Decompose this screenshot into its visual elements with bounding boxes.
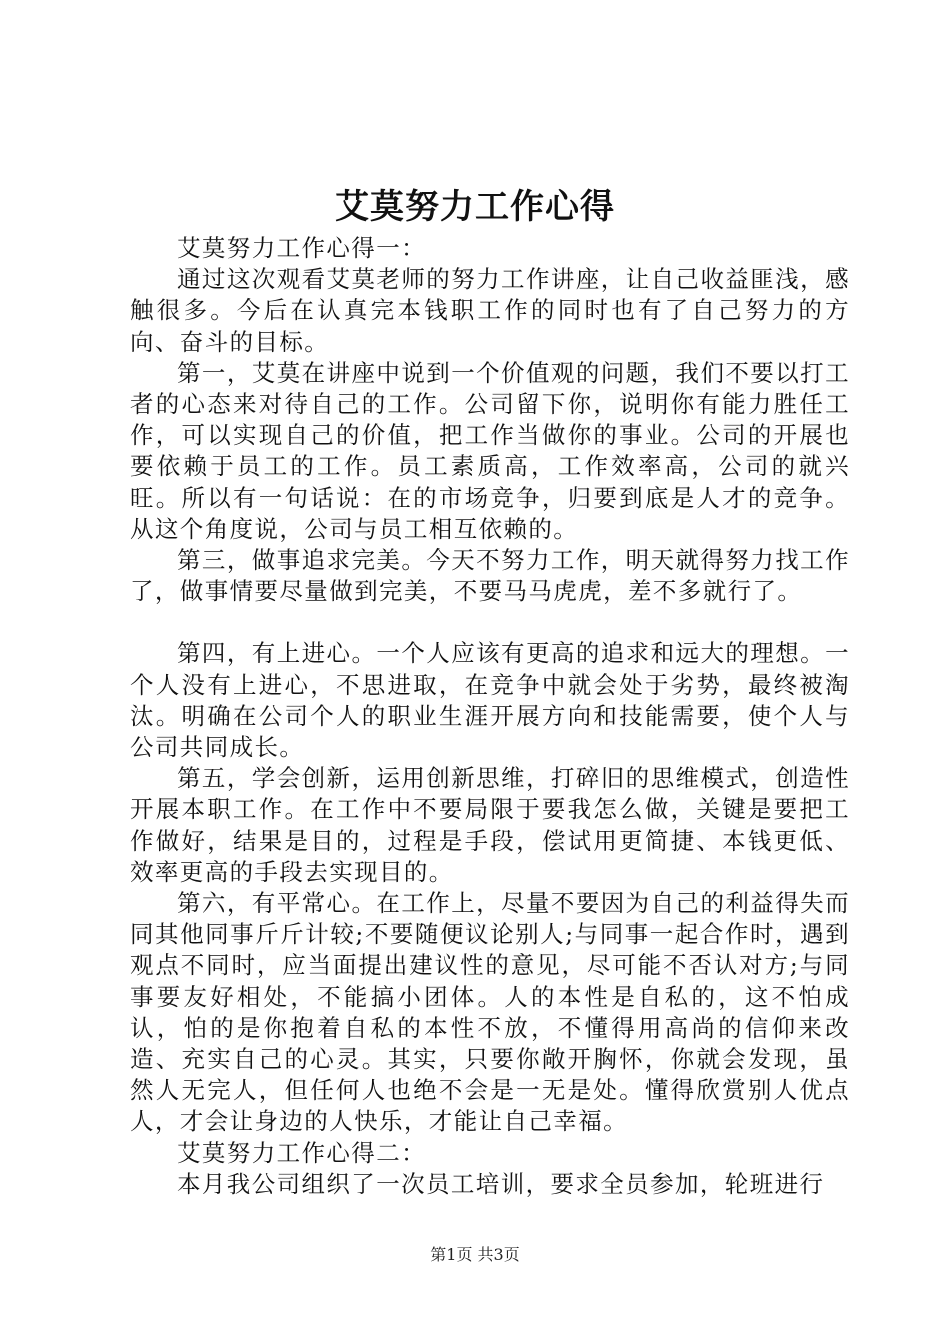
paragraph-sixth: 第六，有平常心。在工作上，尽量不要因为自己的利益得失而同其他同事斤斤计较;不要随便议论别人;与同事一起合作时，遇到观点不同时，应当面提出建议性的意见，尽可能不否认对方;与同事要友好相处，不能搞小团体。人的本性是自私的，这不怕成认，怕的是你抱着自私的本性不放，不懂得用高尚的信仰来改造、充实自己的心灵。其实，只要你敞开胸怀，你就会发现，虽然人无完人，但任何人也绝不会是一无是处。懂得欣赏别人优点人，才会让身边的人快乐，才能让自己幸福。 bbox=[130, 889, 850, 1136]
paragraph-fifth: 第五，学会创新，运用创新思维，打碎旧的思维模式，创造性开展本职工作。在工作中不要局限于要我怎么做，关键是要把工作做好，结果是目的，过程是手段，偿试用更简捷、本钱更低、效率更高的手段去实现目的。 bbox=[130, 764, 850, 886]
document-body bbox=[130, 233, 850, 1200]
page-title: 艾莫努力工作心得 bbox=[335, 187, 615, 227]
paragraph-intro: 通过这次观看艾莫老师的努力工作讲座，让自己收益匪浅，感触很多。今后在认真完本钱职工作的同时也有了自己努力的方向、奋斗的目标。 bbox=[130, 265, 850, 356]
section-heading-1: 艾莫努力工作心得一： bbox=[177, 234, 426, 262]
paragraph-third: 第三，做事追求完美。今天不努力工作，明天就得努力找工作了，做事情要尽量做到完美，不要马马虎虎，差不多就行了。 bbox=[130, 546, 850, 606]
paragraph-training: 本月我公司组织了一次员工培训，要求全员参加，轮班进行 bbox=[177, 1169, 825, 1198]
section-heading-2: 艾莫努力工作心得二： bbox=[177, 1138, 426, 1167]
paragraph-first: 第一，艾莫在讲座中说到一个价值观的问题，我们不要以打工者的心态来对待自己的工作。公司留下你，说明你有能力胜任工作，可以实现自己的价值，把工作当做你的事业。公司的开展也要依赖于员工的工作。员工素质高，工作效率高，公司的就兴旺。所以有一句话说：在的市场竞争，归要到底是人才的竞争。从这个角度说，公司与员工相互依赖的。 bbox=[130, 358, 850, 543]
paragraph-fourth: 第四，有上进心。一个人应该有更高的追求和远大的理想。一个人没有上进心，不思进取，在竞争中就会处于劣势，最终被淘汰。明确在公司个人的职业生涯开展方向和技能需要，使个人与公司共同成长。 bbox=[130, 639, 850, 762]
page-footer: 第1页 共3页 bbox=[430, 1245, 520, 1264]
